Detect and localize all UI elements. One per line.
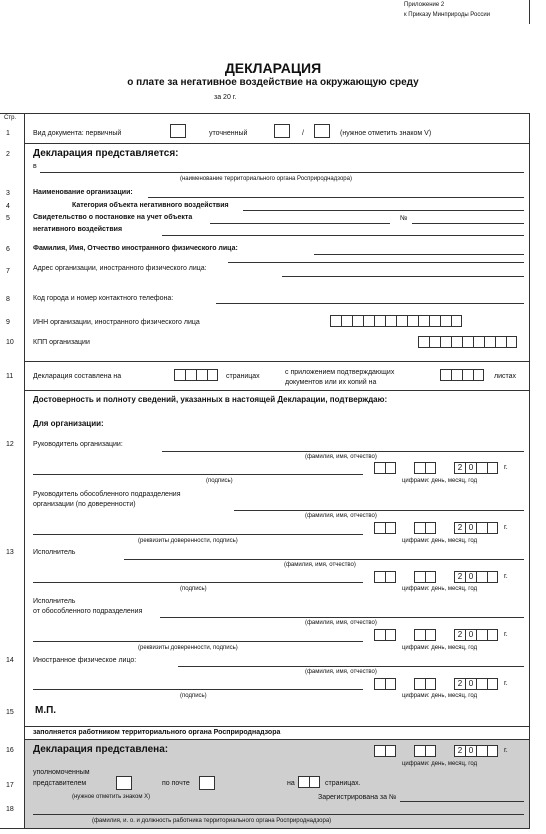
appendix-line1: Приложение 2 bbox=[404, 2, 445, 8]
primary-checkbox[interactable] bbox=[170, 124, 186, 138]
org-name-line[interactable] bbox=[148, 197, 524, 198]
branch-executor-label1: Исполнитель bbox=[33, 598, 76, 605]
year-suffix: г. bbox=[504, 680, 508, 687]
submitted-to-label: Декларация представляется: bbox=[33, 148, 179, 159]
fio-caption: (фамилия, имя, отчество) bbox=[305, 669, 377, 675]
inn-cells[interactable] bbox=[330, 315, 462, 327]
certificate-label: Свидетельство о постановке на учет объекта bbox=[33, 214, 193, 221]
row-number: 15 bbox=[6, 709, 14, 716]
sign-caption: (подпись) bbox=[206, 478, 233, 484]
confirm-text: Достоверность и полноту сведений, указанных в настоящей Декларации, подтверждаю: bbox=[33, 395, 388, 404]
fio-caption: (фамилия, имя, отчество) bbox=[284, 562, 356, 568]
date-year-cells[interactable]: 2 0 bbox=[454, 678, 498, 690]
sheets-word: листах bbox=[494, 373, 517, 380]
pages-label: страницах. bbox=[325, 780, 361, 787]
date-day-cells[interactable] bbox=[374, 462, 396, 474]
year-suffix: г. bbox=[504, 573, 508, 580]
year-line: за 20 г. bbox=[214, 94, 237, 101]
branch-executor-label2: от обособленного подразделения bbox=[33, 608, 143, 615]
number-sign: № bbox=[400, 215, 408, 222]
row-number: 12 bbox=[6, 441, 14, 448]
category-line[interactable] bbox=[243, 210, 524, 211]
date-day-cells[interactable] bbox=[374, 629, 396, 641]
pages-cells[interactable] bbox=[174, 369, 218, 381]
number-column-divider bbox=[24, 113, 25, 828]
date-year-cells[interactable]: 2 0 bbox=[454, 522, 498, 534]
column-header: Стр. bbox=[4, 115, 17, 121]
date-caption: цифрами: день, месяц, год bbox=[402, 693, 478, 699]
official-fio-line[interactable] bbox=[33, 814, 524, 815]
foreign-fio-line[interactable] bbox=[178, 666, 524, 667]
row-number: 6 bbox=[6, 246, 10, 253]
row-number: 7 bbox=[6, 268, 10, 275]
corner-border bbox=[529, 0, 530, 24]
table-bottom bbox=[0, 828, 530, 829]
date-year-cells[interactable]: 2 0 bbox=[454, 462, 498, 474]
branch-fio-line[interactable] bbox=[234, 510, 524, 511]
authority-caption: (наименование территориального органа Росприроднадзора) bbox=[180, 176, 352, 182]
category-label: Категория объекта негативного воздействия bbox=[72, 202, 229, 209]
certificate-number-line[interactable] bbox=[412, 223, 524, 224]
branch-head-label1: Руководитель обособленного подразделения bbox=[33, 491, 181, 498]
date-caption: цифрами: день, месяц, год bbox=[402, 761, 478, 767]
branch-head-label2: организации (по доверенности) bbox=[33, 501, 136, 508]
table-right-border bbox=[529, 113, 530, 828]
row-number: 4 bbox=[6, 203, 10, 210]
date-month-cells[interactable] bbox=[414, 629, 436, 641]
mark-note: (нужное отметить знаком V) bbox=[340, 130, 432, 137]
date-caption: цифрами: день, месяц, год bbox=[402, 538, 478, 544]
executor-label: Исполнитель bbox=[33, 549, 76, 556]
fio-caption: (фамилия, имя, отчество) bbox=[305, 620, 377, 626]
fio-caption: (фамилия, имя, отчество) bbox=[305, 454, 377, 460]
phone-label: Код города и номер контактного телефона: bbox=[33, 295, 174, 302]
year-suffix: г. bbox=[504, 464, 508, 471]
pages-word: страницах bbox=[226, 373, 260, 380]
row-number: 13 bbox=[6, 549, 14, 556]
corrected-label: уточненный bbox=[209, 130, 248, 137]
row-number: 3 bbox=[6, 190, 10, 197]
row-number: 5 bbox=[6, 215, 10, 222]
foreign-person-label: Иностранное физическое лицо: bbox=[33, 657, 137, 664]
head-sign-line[interactable] bbox=[33, 474, 363, 475]
date-year-cells[interactable]: 2 0 bbox=[454, 629, 498, 641]
fio-caption: (фамилия, имя, отчество) bbox=[305, 513, 377, 519]
year-suffix: г. bbox=[504, 747, 508, 754]
date-month-cells[interactable] bbox=[414, 522, 436, 534]
official-caption: (фамилия, и. о. и должность работника территориального органа Росприроднадзора) bbox=[92, 818, 332, 824]
org-name-label: Наименование организации: bbox=[33, 189, 133, 196]
date-year-cells[interactable]: 2 0 bbox=[454, 745, 498, 757]
address-line2[interactable] bbox=[282, 276, 524, 277]
date-caption: цифрами: день, месяц, год bbox=[402, 478, 478, 484]
date-month-cells[interactable] bbox=[414, 678, 436, 690]
sign-caption: (подпись) bbox=[180, 693, 207, 699]
pages-label: Декларация составлена на bbox=[33, 373, 122, 380]
year-suffix: г. bbox=[504, 524, 508, 531]
inn-label: ИНН организации, иностранного физического лица bbox=[33, 319, 200, 326]
row-divider bbox=[24, 143, 530, 144]
appendix-line2: к Приказу Минприроды России bbox=[404, 12, 491, 18]
for-org-label: Для организации: bbox=[33, 419, 104, 428]
stamp-place-label: М.П. bbox=[35, 705, 57, 716]
certificate-line[interactable] bbox=[210, 223, 390, 224]
row-divider bbox=[24, 726, 530, 727]
date-day-cells[interactable] bbox=[374, 571, 396, 583]
by-mail-checkbox[interactable] bbox=[199, 776, 215, 790]
row-divider bbox=[24, 361, 530, 362]
foreign-fio-label: Фамилия, Имя, Отчество иностранного физического лица: bbox=[33, 245, 238, 252]
corrected-checkbox[interactable] bbox=[274, 124, 290, 138]
certificate-line2[interactable] bbox=[162, 235, 524, 236]
page-subtitle: о плате за негативное воздействие на окружающую среду bbox=[127, 77, 419, 88]
sign-caption: (подпись) bbox=[180, 586, 207, 592]
date-year-cells[interactable]: 2 0 bbox=[454, 571, 498, 583]
attach-cells[interactable] bbox=[440, 369, 484, 381]
power-caption: (реквизиты доверенности, подпись) bbox=[138, 538, 238, 544]
row-number: 17 bbox=[6, 782, 14, 789]
row-number: 11 bbox=[6, 373, 14, 380]
row-number: 8 bbox=[6, 296, 10, 303]
official-section-top bbox=[24, 739, 530, 740]
power-caption: (реквизиты доверенности, подпись) bbox=[138, 645, 238, 651]
head-fio-line[interactable] bbox=[162, 451, 524, 452]
authority-name-line[interactable] bbox=[40, 172, 524, 173]
registration-number-line[interactable] bbox=[400, 801, 524, 802]
row-number: 18 bbox=[6, 806, 14, 813]
in-prefix: в bbox=[33, 163, 37, 170]
row-number: 16 bbox=[6, 747, 14, 754]
phone-line[interactable] bbox=[216, 303, 524, 304]
authorized-label2: представителем bbox=[33, 780, 87, 787]
address-line1[interactable] bbox=[228, 262, 524, 263]
date-caption: цифрами: день, месяц, год bbox=[402, 586, 478, 592]
row-divider bbox=[24, 390, 530, 391]
date-day-cells[interactable] bbox=[374, 745, 396, 757]
on-label: на bbox=[287, 780, 295, 787]
registered-label: Зарегистрирована за № bbox=[318, 794, 397, 801]
attach-line1: с приложением подтверждающих bbox=[285, 369, 395, 376]
date-day-cells[interactable] bbox=[374, 522, 396, 534]
by-mail-label: по почте bbox=[162, 780, 190, 787]
executor-fio-line[interactable] bbox=[124, 559, 524, 560]
submitted-label: Декларация представлена: bbox=[33, 744, 169, 755]
branch-executor-fio-line[interactable] bbox=[160, 617, 524, 618]
table-top bbox=[0, 113, 530, 114]
row-number: 1 bbox=[6, 130, 10, 137]
date-month-cells[interactable] bbox=[414, 571, 436, 583]
branch-executor-sign-line[interactable] bbox=[33, 641, 363, 642]
year-suffix: г. bbox=[504, 631, 508, 638]
row-number: 2 bbox=[6, 151, 10, 158]
address-label: Адрес организации, иностранного физического лица: bbox=[33, 265, 207, 272]
foreign-fio-line[interactable] bbox=[314, 254, 524, 255]
date-month-cells[interactable] bbox=[414, 462, 436, 474]
mark-x-note: (нужное отметить знаком Х) bbox=[72, 794, 151, 800]
authorized-label1: уполномоченным bbox=[33, 769, 90, 776]
correction-number-box[interactable] bbox=[314, 124, 330, 138]
authorized-checkbox[interactable] bbox=[116, 776, 132, 790]
executor-sign-line[interactable] bbox=[33, 582, 363, 583]
kpp-label: КПП организации bbox=[33, 339, 90, 346]
page-title: ДЕКЛАРАЦИЯ bbox=[224, 60, 322, 76]
head-label: Руководитель организации: bbox=[33, 441, 123, 448]
date-month-cells[interactable] bbox=[414, 745, 436, 757]
foreign-sign-line[interactable] bbox=[33, 689, 363, 690]
date-caption: цифрами: день, месяц, год bbox=[402, 645, 478, 651]
row-number: 9 bbox=[6, 319, 10, 326]
attach-line2: документов или их копий на bbox=[285, 379, 377, 386]
kpp-cells[interactable] bbox=[418, 336, 517, 348]
branch-sign-line[interactable] bbox=[33, 534, 363, 535]
slash-separator: / bbox=[302, 130, 304, 137]
submitted-pages-cells[interactable] bbox=[298, 776, 320, 788]
official-use-label: заполняется работником территориального органа Росприроднадзора bbox=[33, 729, 281, 736]
certificate-label2: негативного воздействия bbox=[33, 226, 123, 233]
date-day-cells[interactable] bbox=[374, 678, 396, 690]
row-number: 10 bbox=[6, 339, 14, 346]
doc-type-label: Вид документа: первичный bbox=[33, 130, 122, 137]
row-number: 14 bbox=[6, 657, 14, 664]
